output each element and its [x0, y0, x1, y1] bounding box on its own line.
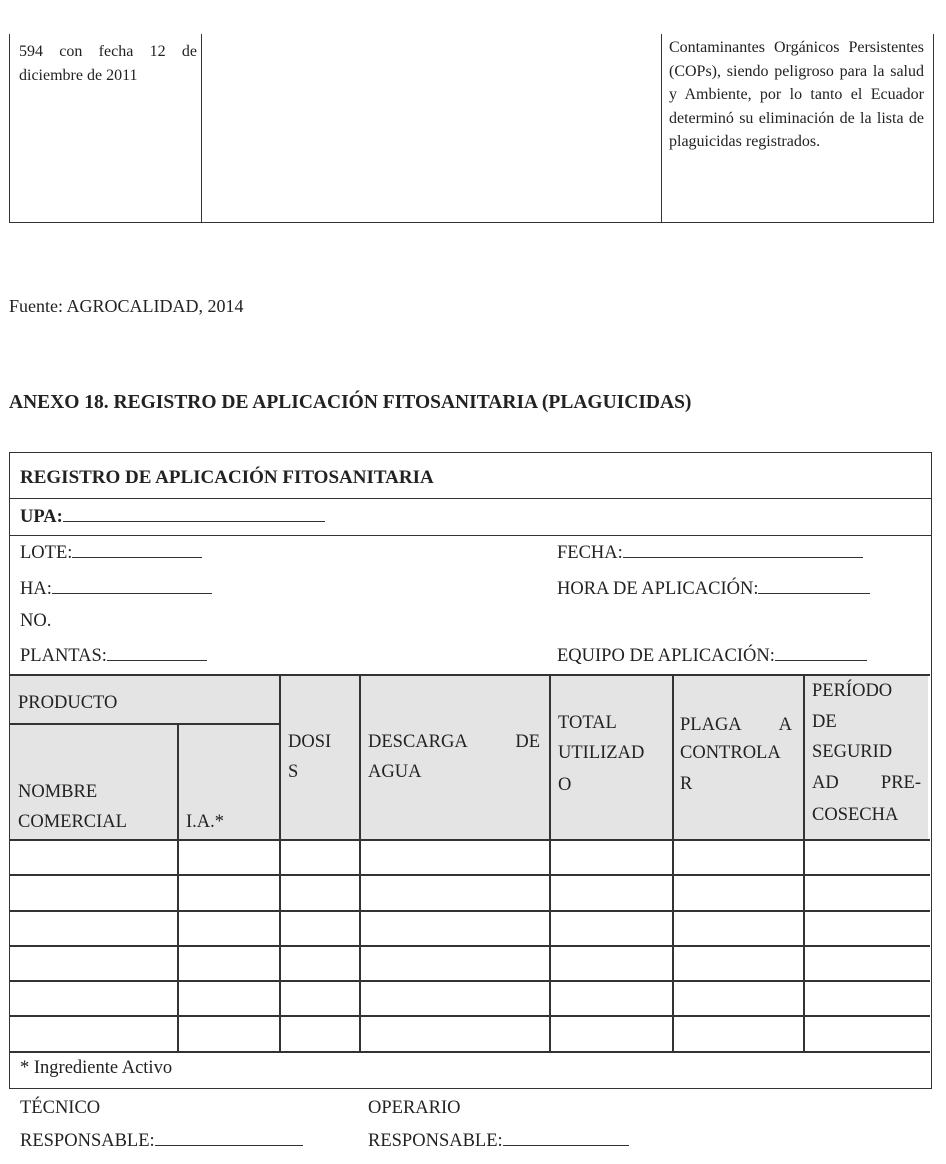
col-header-dosis-2: S: [288, 762, 299, 782]
col-header-descarga-2: AGUA: [368, 762, 422, 782]
col-header-ia: I.A.*: [186, 812, 225, 832]
footnote: * Ingrediente Activo: [20, 1058, 173, 1078]
fecha-label: FECHA:: [557, 543, 623, 563]
law-reference-text: 594 con fecha 12 de diciembre de 2011: [19, 43, 197, 84]
ha-field[interactable]: [20, 577, 212, 600]
col-header-periodo-2: DE: [812, 712, 837, 732]
operario-blank[interactable]: [503, 1129, 629, 1146]
col-header-plaga-3: R: [680, 774, 693, 794]
plantas-label: PLANTAS:: [20, 646, 107, 666]
grid-line: [803, 674, 805, 1051]
col-header-producto: PRODUCTO: [18, 693, 118, 713]
lote-field[interactable]: [20, 541, 202, 564]
form-divider: [10, 535, 931, 536]
grid-line: [10, 945, 930, 947]
fecha-blank[interactable]: [623, 541, 863, 558]
col-header-total-1: TOTAL: [558, 713, 617, 733]
equipo-field[interactable]: [557, 644, 867, 667]
table-border-left: [9, 34, 10, 223]
no-label: NO.: [20, 611, 52, 631]
table-border-right: [933, 34, 934, 223]
grid-line: [10, 674, 930, 676]
col-header-nombre-2: COMERCIAL: [18, 812, 127, 832]
col-header-periodo-4: AD PRE-: [812, 773, 921, 793]
application-grid: [10, 674, 930, 1051]
equipo-label: EQUIPO DE APLICACIÓN:: [557, 646, 775, 666]
plantas-blank[interactable]: [107, 644, 207, 661]
grid-line: [10, 874, 930, 876]
col-header-descarga-1: DESCARGA DE: [368, 732, 540, 752]
col-header-total-2: UTILIZAD: [558, 743, 645, 763]
grid-line: [672, 674, 674, 1051]
annex-title: ANEXO 18. REGISTRO DE APLICACIÓN FITOSANITARIA (PLAGUICIDAS): [9, 392, 692, 413]
source-citation: Fuente: AGROCALIDAD, 2014: [9, 296, 244, 316]
grid-line: [10, 980, 930, 982]
tecnico-blank[interactable]: [155, 1129, 303, 1146]
fecha-field[interactable]: [557, 541, 863, 564]
tecnico-label-1: TÉCNICO: [20, 1098, 101, 1118]
tecnico-label-2: RESPONSABLE:: [20, 1131, 155, 1151]
grid-line: [359, 674, 361, 1051]
grid-line: [10, 723, 280, 725]
grid-line: [10, 910, 930, 912]
grid-line: [279, 674, 281, 1051]
grid-line: [10, 839, 930, 841]
hora-label: HORA DE APLICACIÓN:: [557, 579, 759, 599]
tecnico-signature[interactable]: [20, 1092, 303, 1158]
col-header-plaga-1: PLAGA A: [680, 715, 792, 735]
continuation-table: [9, 34, 934, 223]
col-header-nombre-1: NOMBRE: [18, 782, 98, 802]
col-header-periodo-3: SEGURID: [812, 742, 893, 762]
observation-text: Contaminantes Orgánicos Persistentes (COPs), siendo peligroso para la salud y Ambiente, por lo tanto el Ecuador determinó su eliminación de la lista de plaguicidas registrados.: [669, 39, 924, 150]
application-register-form: [9, 452, 932, 1089]
hora-blank[interactable]: [758, 577, 870, 594]
operario-label-1: OPERARIO: [368, 1098, 461, 1118]
table-border-bottom: [9, 222, 934, 223]
operario-label-2: RESPONSABLE:: [368, 1131, 503, 1151]
upa-blank[interactable]: [63, 505, 325, 522]
ha-label: HA:: [20, 579, 52, 599]
form-title: REGISTRO DE APLICACIÓN FITOSANITARIA: [20, 467, 434, 488]
grid-line: [10, 1051, 930, 1053]
operario-signature[interactable]: [368, 1092, 629, 1158]
table-divider: [661, 34, 662, 223]
ha-blank[interactable]: [52, 577, 212, 594]
col-header-periodo-5: COSECHA: [812, 805, 899, 825]
grid-line: [549, 674, 551, 1051]
table-divider: [201, 34, 202, 223]
lote-label: LOTE:: [20, 543, 73, 563]
grid-line: [10, 1015, 930, 1017]
col-header-periodo-1: PERÍODO: [812, 681, 893, 701]
upa-field[interactable]: [20, 505, 325, 528]
col-header-plaga-2: CONTROLA: [680, 743, 781, 763]
upa-label: UPA:: [20, 507, 63, 527]
form-divider: [10, 498, 931, 499]
equipo-blank[interactable]: [775, 644, 867, 661]
plantas-field[interactable]: [20, 644, 207, 667]
hora-field[interactable]: [557, 577, 870, 600]
grid-line: [177, 723, 179, 1051]
col-header-total-3: O: [558, 775, 572, 795]
lote-blank[interactable]: [72, 541, 202, 558]
col-header-dosis-1: DOSI: [288, 732, 332, 752]
